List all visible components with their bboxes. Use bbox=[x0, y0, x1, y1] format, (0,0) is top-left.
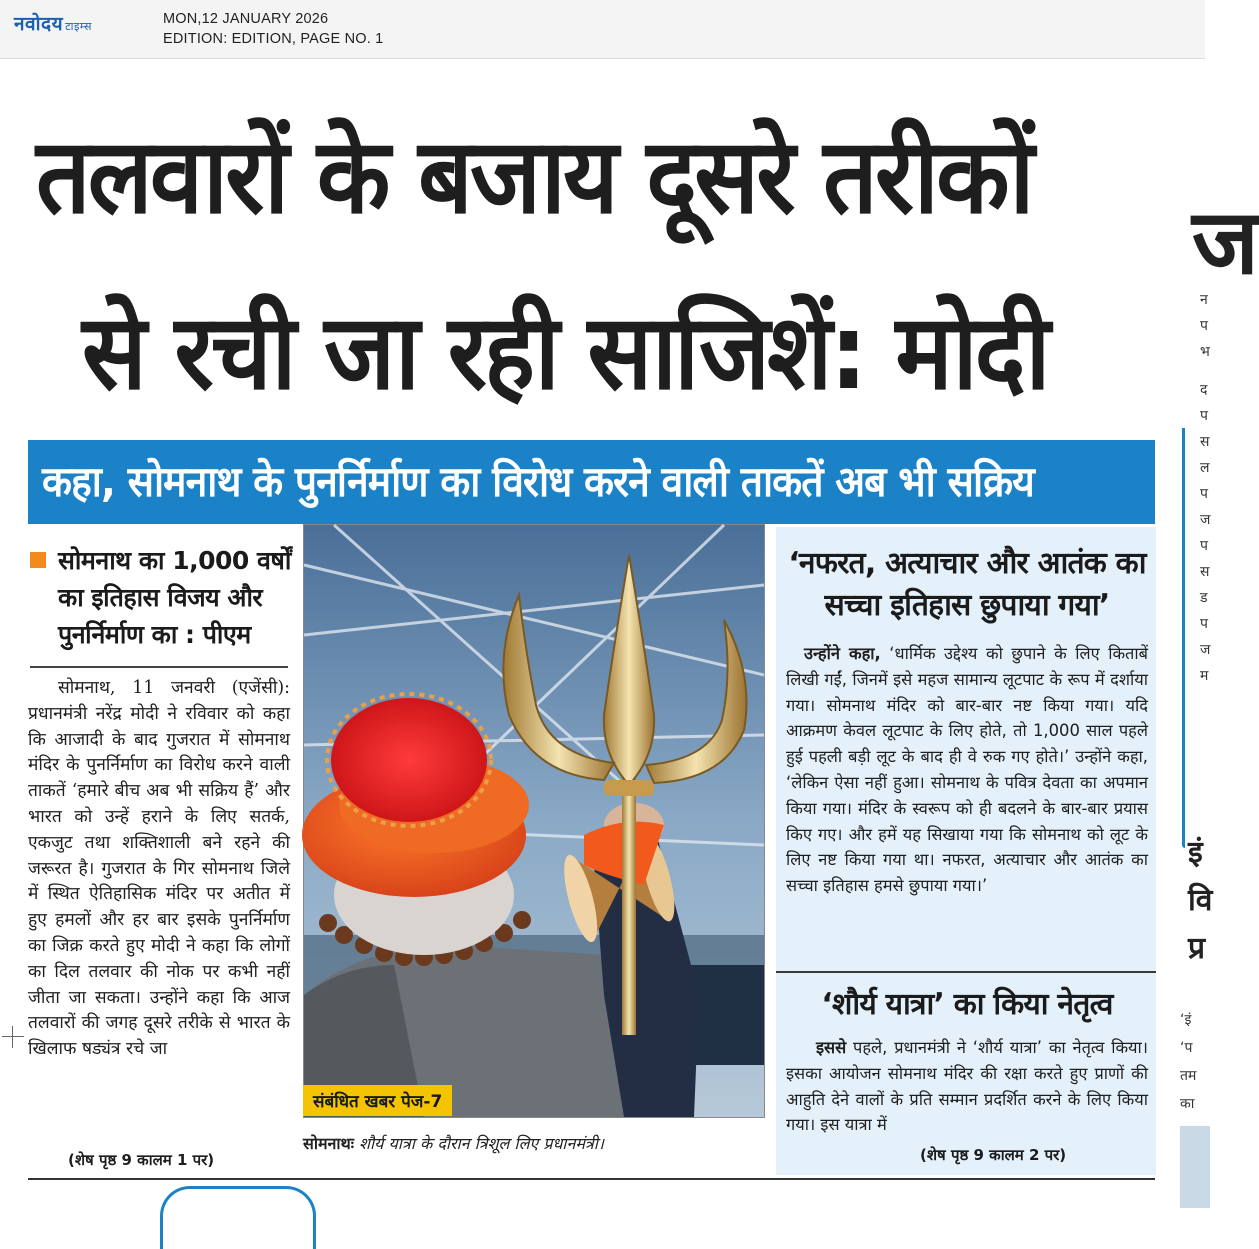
quote-headline: ‘नफरत, अत्याचार और आतंक का सच्चा इतिहास छुपाया गया’ bbox=[788, 546, 1146, 623]
adjacent-subhead-fragment: इं bbox=[1188, 835, 1203, 870]
edition-line: EDITION: EDITION, PAGE NO. 1 bbox=[163, 31, 384, 47]
sub-lead: इससे bbox=[816, 1038, 847, 1057]
newspaper-logo[interactable] bbox=[14, 10, 92, 36]
adjacent-text-fragment: म bbox=[1200, 668, 1209, 684]
adjacent-text-fragment: ‘इं bbox=[1180, 1012, 1192, 1028]
adjacent-text-fragment: प bbox=[1200, 486, 1208, 502]
subheading-banner bbox=[28, 440, 1155, 524]
adjacent-headline-fragment: ज bbox=[1192, 190, 1259, 295]
main-headline bbox=[36, 88, 1156, 440]
sub-text: पहले, प्रधानमंत्री ने ‘शौर्य यात्रा’ का नेतृत्व किया। इसका आयोजन सोमनाथ मंदिर की रक्षा करते हुए प्राणों की आहुति देने वालों के प्रति सम्मान प्रदर्शित करने के लिए किया गया। इस यात्रा में bbox=[786, 1038, 1148, 1135]
adjacent-text-fragment: ल bbox=[1200, 460, 1210, 476]
quote-lead: उन्होंने कहा, bbox=[804, 644, 881, 663]
logo-main-text: नवोदय bbox=[14, 13, 64, 35]
shaurya-yatra-body bbox=[786, 1035, 1148, 1138]
logo-sub-text: टाइम्स bbox=[65, 20, 92, 33]
right-quote-panel bbox=[776, 527, 1156, 1175]
bottom-divider bbox=[28, 1178, 1155, 1180]
headline-line-1: तलवारों के बजाय दूसरे तरीकों bbox=[36, 115, 1032, 237]
right-continued-note: (शेष पृष्ठ 9 कालम 2 पर) bbox=[920, 1146, 1067, 1164]
adjacent-text-fragment: प bbox=[1200, 538, 1208, 554]
adjacent-text-fragment: ड bbox=[1200, 590, 1208, 606]
kicker-divider bbox=[30, 666, 288, 668]
adjacent-text-fragment: तम bbox=[1180, 1068, 1197, 1084]
edition-meta bbox=[163, 9, 383, 49]
subheading-text: कहा, सोमनाथ के पुनर्निर्माण का विरोध करने वाली ताकतें अब भी सक्रिय bbox=[42, 457, 1034, 506]
date-line: MON,12 JANUARY 2026 bbox=[163, 11, 329, 27]
crop-mark-icon bbox=[2, 1036, 24, 1037]
crop-mark-icon bbox=[12, 1026, 13, 1048]
caption-place: सोमनाथः bbox=[303, 1134, 355, 1153]
adjacent-box-border bbox=[1182, 428, 1185, 848]
left-continued-note: (शेष पृष्ठ 9 कालम 1 पर) bbox=[68, 1151, 215, 1169]
related-news-tag[interactable]: संबंधित खबर पेज-7 bbox=[303, 1085, 452, 1116]
adjacent-text-fragment: ज bbox=[1200, 642, 1211, 658]
left-article-body bbox=[28, 676, 290, 1063]
adjacent-text-fragment: प bbox=[1200, 408, 1208, 424]
news-photo[interactable] bbox=[303, 524, 765, 1118]
next-story-box-border bbox=[160, 1186, 316, 1249]
photo-caption bbox=[303, 1132, 773, 1154]
left-article-paragraph: सोमनाथ, 11 जनवरी (एजेंसी): प्रधानमंत्री नरेंद्र मोदी ने रविवार को कहा कि आजादी के बाद गुजरात में सोमनाथ मंदिर के पुनर्निर्माण का विरोध करने वाली ताकतें ‘हमारे बीच अब भी सक्रिय हैं’ और भारत को उन्हें हराने के लिए सतर्क, एकजुट तथा शक्तिशाली बने रहने की जरूरत है। गुजरात के गिर सोमनाथ जिले में स्थित ऐतिहासिक मंदिर पर अतीत में हुए हमलों और हर बार इसके पुनर्निर्माण का जिक्र करते हुए मोदी ने कहा कि लोगों का दिल तलवार की नोक पर कभी नहीं जीता जा सकता। उन्होंने कहा कि आज तलवारों की जगह दूसरे तरीके से भारत के खिलाफ षड्यंत्र रचे जा bbox=[28, 678, 290, 1060]
headline-line-2: से रची जा रही साजिशें: मोदी bbox=[82, 291, 1048, 413]
shaurya-yatra-headline: ‘शौर्य यात्रा’ का किया नेतृत्व bbox=[821, 987, 1113, 1022]
panel-divider bbox=[776, 971, 1156, 973]
masthead-bar bbox=[0, 0, 1205, 59]
adjacent-text-fragment: भ bbox=[1200, 344, 1210, 360]
quote-text: ‘धार्मिक उद्देश्य को छुपाने के लिए किताबें लिखी गईं, जिनमें इसे महज सामान्य लूटपाट के रूप में दर्शाया गया। सोमनाथ मंदिर को बार-बार नष्ट किया गया। यदि आक्रमण केवल लूटपाट के लिए होते, तो 1,000 साल पहले हुई पहली बड़ी लूट के बाद ही वे रुक गए होते।’ उन्होंने कहा, ‘लेकिन ऐसा नहीं हुआ। सोमनाथ के पवित्र देवता का अपमान किया गया। मंदिर के स्वरूप को ही बदलने के बार-बार प्रयास किए गए। और हमें यह सिखाया गया कि सोमनाथ को लूट के लिए नष्ट किया गया था। नफरत, अत्याचार और आतंक का सच्चा इतिहास हमसे छुपाया गया।’ bbox=[786, 644, 1148, 896]
adjacent-photo-fragment bbox=[1180, 1126, 1210, 1208]
adjacent-text-fragment: का bbox=[1180, 1096, 1195, 1112]
adjacent-text-fragment: ज bbox=[1200, 512, 1211, 528]
adjacent-text-fragment: स bbox=[1200, 434, 1210, 450]
trishul-photo-illustration bbox=[304, 525, 764, 1117]
adjacent-subhead-fragment: वि bbox=[1188, 883, 1213, 918]
adjacent-story-fragment bbox=[1170, 60, 1259, 1208]
left-kicker bbox=[30, 542, 292, 653]
quote-body bbox=[786, 641, 1148, 899]
adjacent-text-fragment: न bbox=[1200, 292, 1208, 308]
adjacent-text-fragment: स bbox=[1200, 564, 1210, 580]
adjacent-text-fragment: प bbox=[1200, 616, 1208, 632]
caption-text: शौर्य यात्रा के दौरान त्रिशूल लिए प्रधानमंत्री। bbox=[354, 1134, 604, 1153]
adjacent-text-fragment: ‘प bbox=[1180, 1040, 1193, 1056]
bullet-square-icon bbox=[30, 552, 46, 568]
kicker-text: सोमनाथ का 1,000 वर्षों का इतिहास विजय और पुनर्निर्माण का : पीएम bbox=[58, 546, 291, 649]
adjacent-text-fragment: द bbox=[1200, 382, 1208, 398]
adjacent-text-fragment: प bbox=[1200, 318, 1208, 334]
next-story-peek bbox=[28, 1186, 1155, 1208]
adjacent-subhead-fragment: प्र bbox=[1188, 931, 1206, 966]
